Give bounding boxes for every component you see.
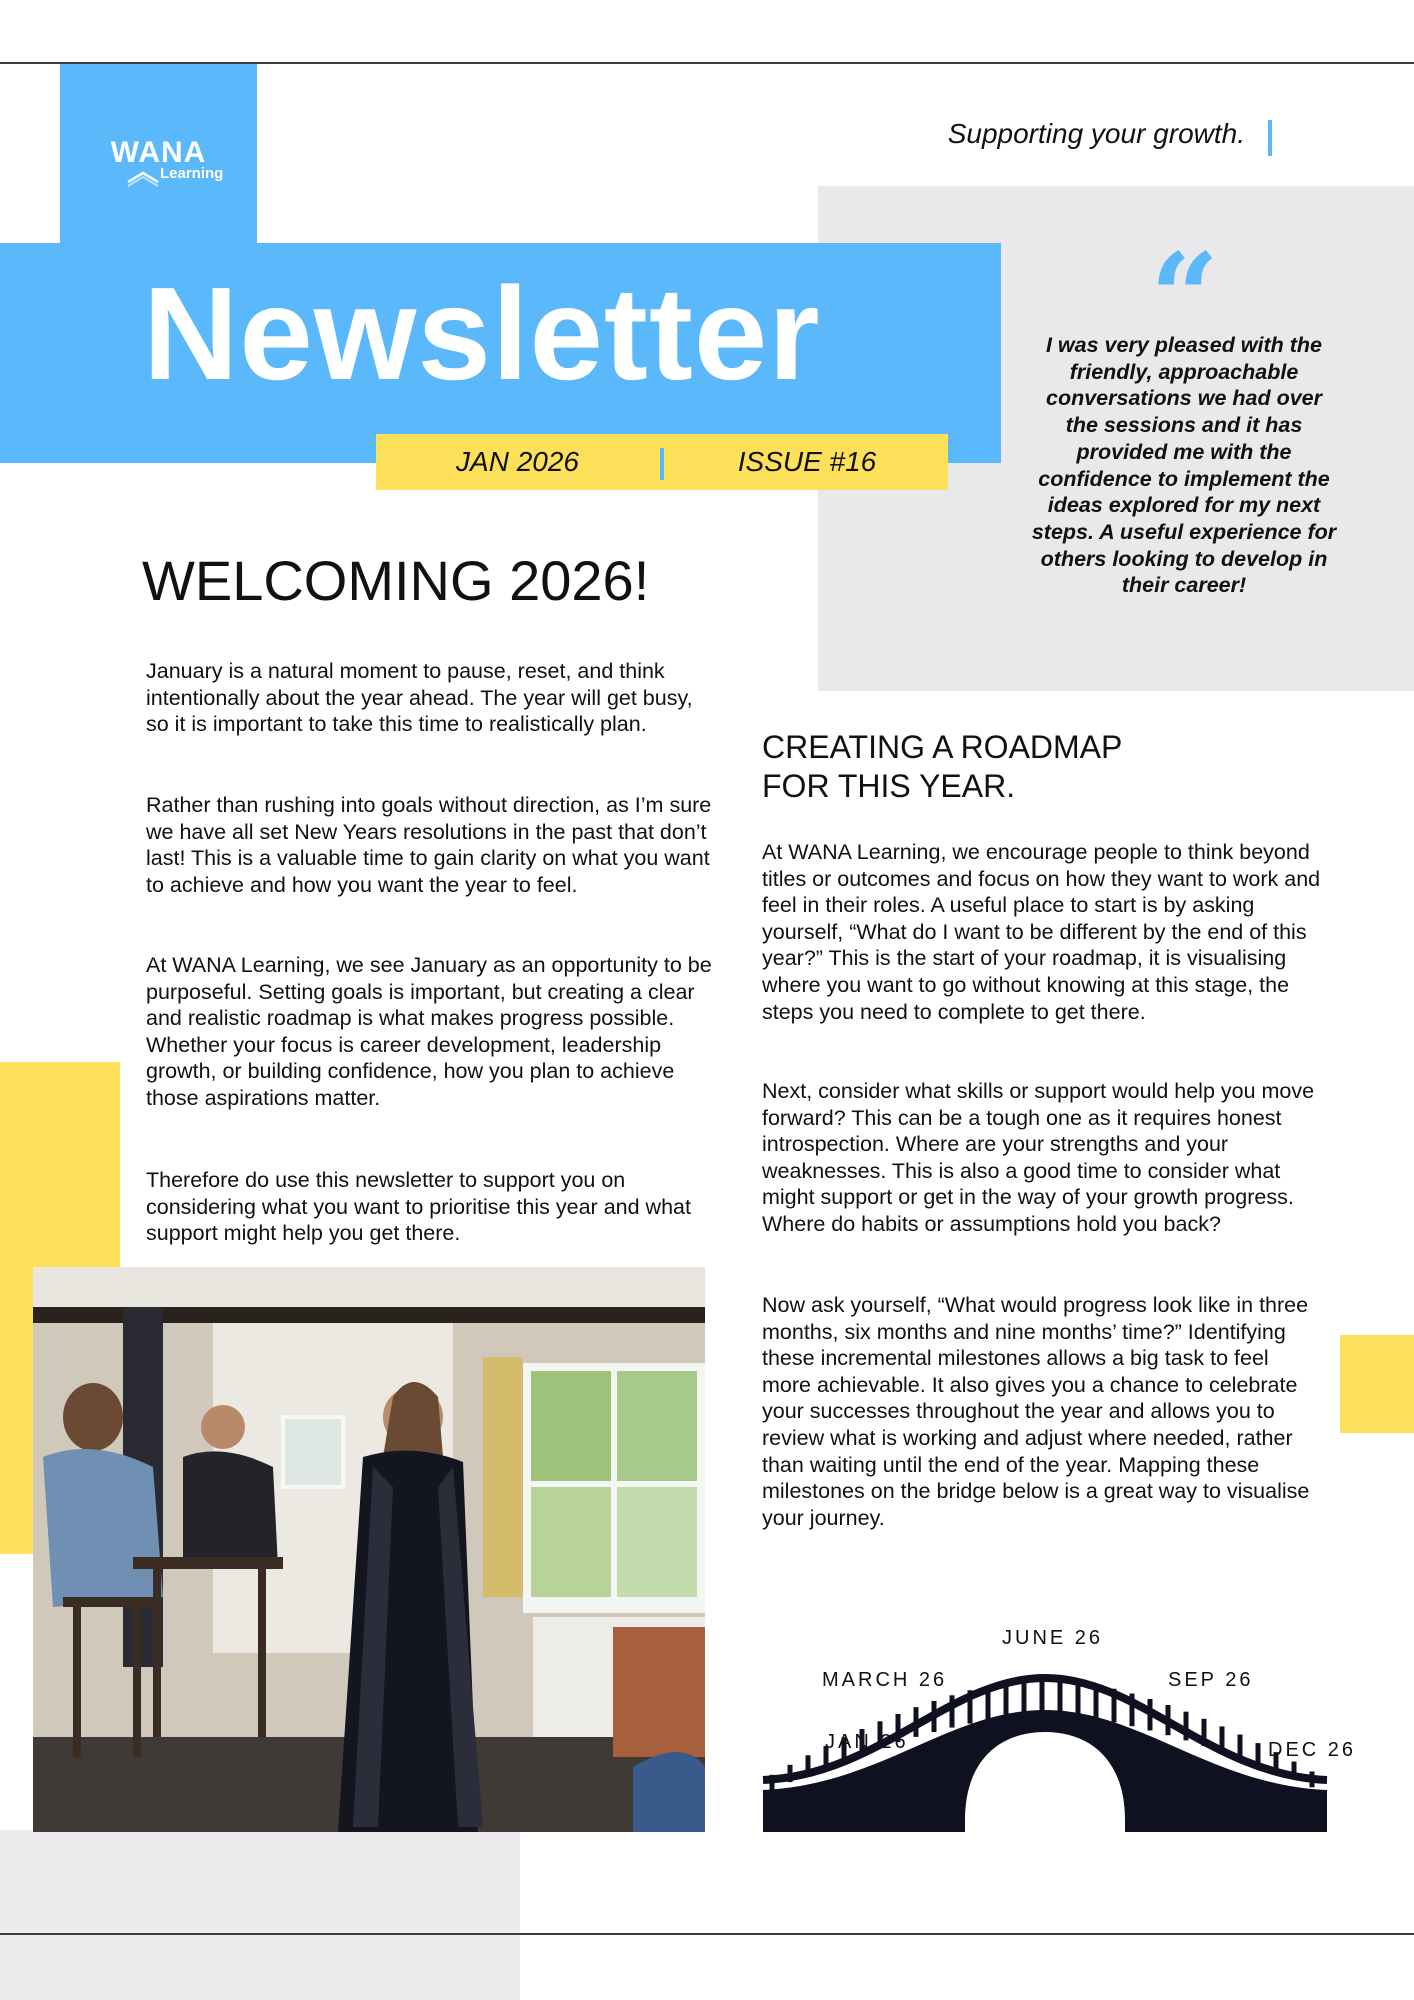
roadmap-heading-line2: FOR THIS YEAR.: [762, 768, 1016, 804]
tagline: Supporting your growth.: [947, 118, 1245, 149]
issue-bar: [376, 434, 948, 490]
roadmap-heading-line1: CREATING A ROADMAP: [762, 729, 1123, 765]
issue-number: ISSUE #16: [737, 446, 877, 477]
welcome-heading: WELCOMING 2026!: [142, 549, 650, 612]
logo-subtitle: Learning: [160, 165, 224, 182]
welcome-paragraph: Rather than rushing into goals without direction, as I’m sure we have all set New Years resolutions in the past that don’t last! This is a valuable time to gain clarity on what you want to achieve and how you want the year to feel.: [146, 793, 712, 897]
newsletter-title: Newsletter: [143, 260, 821, 407]
right-yellow-accent: [1340, 1335, 1414, 1433]
logo-wordmark: WANA: [110, 136, 207, 169]
milestone-bridge: [760, 1620, 1357, 1832]
tagline-accent-bar: [1268, 120, 1272, 156]
milestone-label: DEC 26: [1268, 1739, 1357, 1761]
roadmap-heading: [762, 728, 1182, 806]
welcome-paragraph: Therefore do use this newsletter to support you on considering what you want to prioritise this year and what support might help you get there.: [146, 1168, 691, 1246]
workshop-scene-image: [33, 1267, 705, 1832]
milestone-label: SEP 26: [1168, 1669, 1254, 1691]
wana-logo: [60, 64, 257, 244]
workshop-photo: [33, 1267, 705, 1832]
testimonial-text: I was very pleased with the friendly, approachable conversations we had over the sessions and it has provided me with the confidence to implement the ideas explored for my next steps. A useful experience for others looking to develop in their career!: [1031, 333, 1337, 598]
quote-icon: “: [1150, 227, 1220, 368]
issue-date: JAN 2026: [456, 446, 579, 477]
bottom-gray-block: [0, 1830, 520, 2000]
bridge-arch: [763, 1710, 1327, 1832]
bridge-illustration: [760, 1620, 1357, 1832]
roadmap-paragraph: At WANA Learning, we encourage people to think beyond titles or outcomes and focus on how they want to work and feel in their roles. A useful place to start is by asking yourself, “What do I want to be different by the end of this year?” This is the start of your roadmap, it is visualising where you want to go without knowing at this stage, the steps you need to complete to get there.: [762, 840, 1321, 1024]
milestone-label: MARCH 26: [822, 1669, 948, 1691]
welcome-paragraph: At WANA Learning, we see January as an opportunity to be purposeful. Setting goals is important, but creating a clear and realistic roadmap is what makes progress possible. Whether your focus is career development, leadership growth, or building confidence, how you plan to achieve those aspirations matter.: [146, 953, 712, 1110]
milestone-label: JUNE 26: [1002, 1627, 1104, 1649]
chevron-logo-icon: [126, 168, 160, 186]
issue-divider: [660, 448, 664, 480]
roadmap-paragraph: Next, consider what skills or support would help you move forward? This can be a tough one as it requires honest introspection. Where are your strengths and your weaknesses. This is also a good time to consider what might support or get in the way of your growth progress. Where do habits or assumptions hold you back?: [762, 1079, 1315, 1236]
roadmap-paragraph: Now ask yourself, “What would progress look like in three months, six months and nine months’ time?” Identifying these incremental milestones allows a big task to feel more achievable. It also gives you a chance to celebrate your successes throughout the year and allows you to review what is working and adjust where needed, rather than waiting until the end of the year. Mapping these milestones on the bridge below is a great way to visualise your journey.: [762, 1293, 1310, 1530]
milestone-label: JAN 26: [825, 1731, 909, 1753]
bottom-divider: [0, 1933, 1414, 1935]
welcome-paragraph: January is a natural moment to pause, reset, and think intentionally about the year ahead. The year will get busy, so it is important to take this time to realistically plan.: [146, 659, 693, 737]
